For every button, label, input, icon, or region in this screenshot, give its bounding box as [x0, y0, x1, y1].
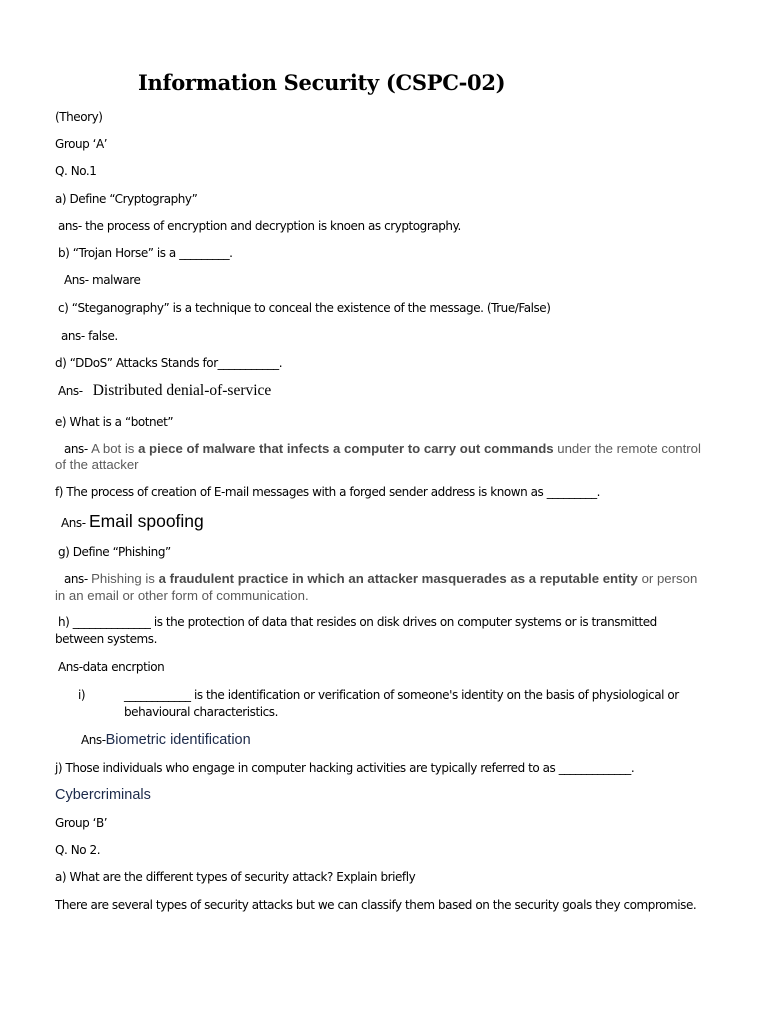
answer-g-text — [91, 571, 697, 586]
answer-b: Ans- malware — [64, 273, 141, 287]
theory-label: (Theory) — [55, 110, 103, 124]
question-2a: a) What are the different types of security attack? Explain briefly — [55, 870, 416, 884]
group-a-heading: Group ‘A’ — [55, 137, 108, 151]
question-a: a) Define “Cryptography” — [55, 192, 198, 206]
group-b-heading: Group ‘B’ — [55, 816, 108, 830]
answer-f-prefix: Ans- — [61, 516, 86, 530]
answer-i-line — [81, 732, 251, 748]
answer-g-prefix: ans- — [64, 572, 88, 586]
question-d: d) “DDoS” Attacks Stands for___________. — [55, 356, 283, 370]
question-b: b) “Trojan Horse” is a _________. — [58, 246, 233, 260]
answer-e-part2: under the remote control — [557, 441, 701, 456]
question-f: f) The process of creation of E-mail messages with a forged sender address is known as _________. — [55, 485, 601, 499]
answer-g-line2: in an email or other form of communication. — [55, 588, 309, 603]
question-i-marker: i) — [78, 688, 86, 702]
answer-d-text: Distributed denial-of-service — [92, 382, 272, 399]
question-h-line2: between systems. — [55, 632, 157, 646]
question-h-line1: h) ______________ is the protection of data that resides on disk drives on computer systems or is transmitted — [58, 615, 657, 629]
answer-e-line2: of the attacker — [55, 457, 139, 472]
question-e: e) What is a “botnet” — [55, 415, 174, 429]
document-title: Information Security (CSPC-02) — [138, 70, 506, 95]
answer-i-text: Biometric identification — [105, 732, 251, 748]
answer-g-part2: or person — [641, 571, 698, 586]
question-2-label: Q. No 2. — [55, 843, 101, 857]
answer-i-prefix: Ans- — [81, 733, 106, 747]
question-1-label: Q. No.1 — [55, 164, 97, 178]
answer-g-line1 — [64, 571, 697, 587]
answer-e-bold: a piece of malware that infects a computer to carry out commands — [138, 441, 554, 456]
answer-j: Cybercriminals — [55, 787, 151, 803]
answer-e-line1 — [64, 441, 701, 457]
question-g: g) Define “Phishing” — [58, 545, 171, 559]
answer-e-prefix: ans- — [64, 442, 88, 456]
answer-e-part1: A bot is — [91, 441, 135, 456]
answer-d-line — [58, 383, 271, 399]
answer-c: ans- false. — [61, 329, 118, 343]
answer-h: Ans-data encrption — [58, 660, 165, 674]
question-c: c) “Steganography” is a technique to conceal the existence of the message. (True/False) — [58, 301, 551, 315]
answer-f-text: Email spoofing — [88, 511, 204, 531]
answer-e-text — [91, 441, 701, 456]
answer-a: ans- the process of encryption and decryption is knoen as cryptography. — [58, 219, 461, 233]
answer-f-line — [61, 513, 204, 531]
answer-d-prefix: Ans- — [58, 384, 83, 398]
answer-g-bold: a fraudulent practice in which an attacker masquerades as a reputable entity — [158, 571, 638, 586]
question-j: j) Those individuals who engage in computer hacking activities are typically referred to as _____________. — [55, 761, 635, 775]
answer-g-part1: Phishing is — [91, 571, 155, 586]
question-i-line1: ____________ is the identification or verification of someone's identity on the basis of physiological or — [124, 688, 679, 702]
question-i-line2: behavioural characteristics. — [124, 705, 278, 719]
answer-2a: There are several types of security attacks but we can classify them based on the security goals they compromise. — [55, 898, 697, 912]
